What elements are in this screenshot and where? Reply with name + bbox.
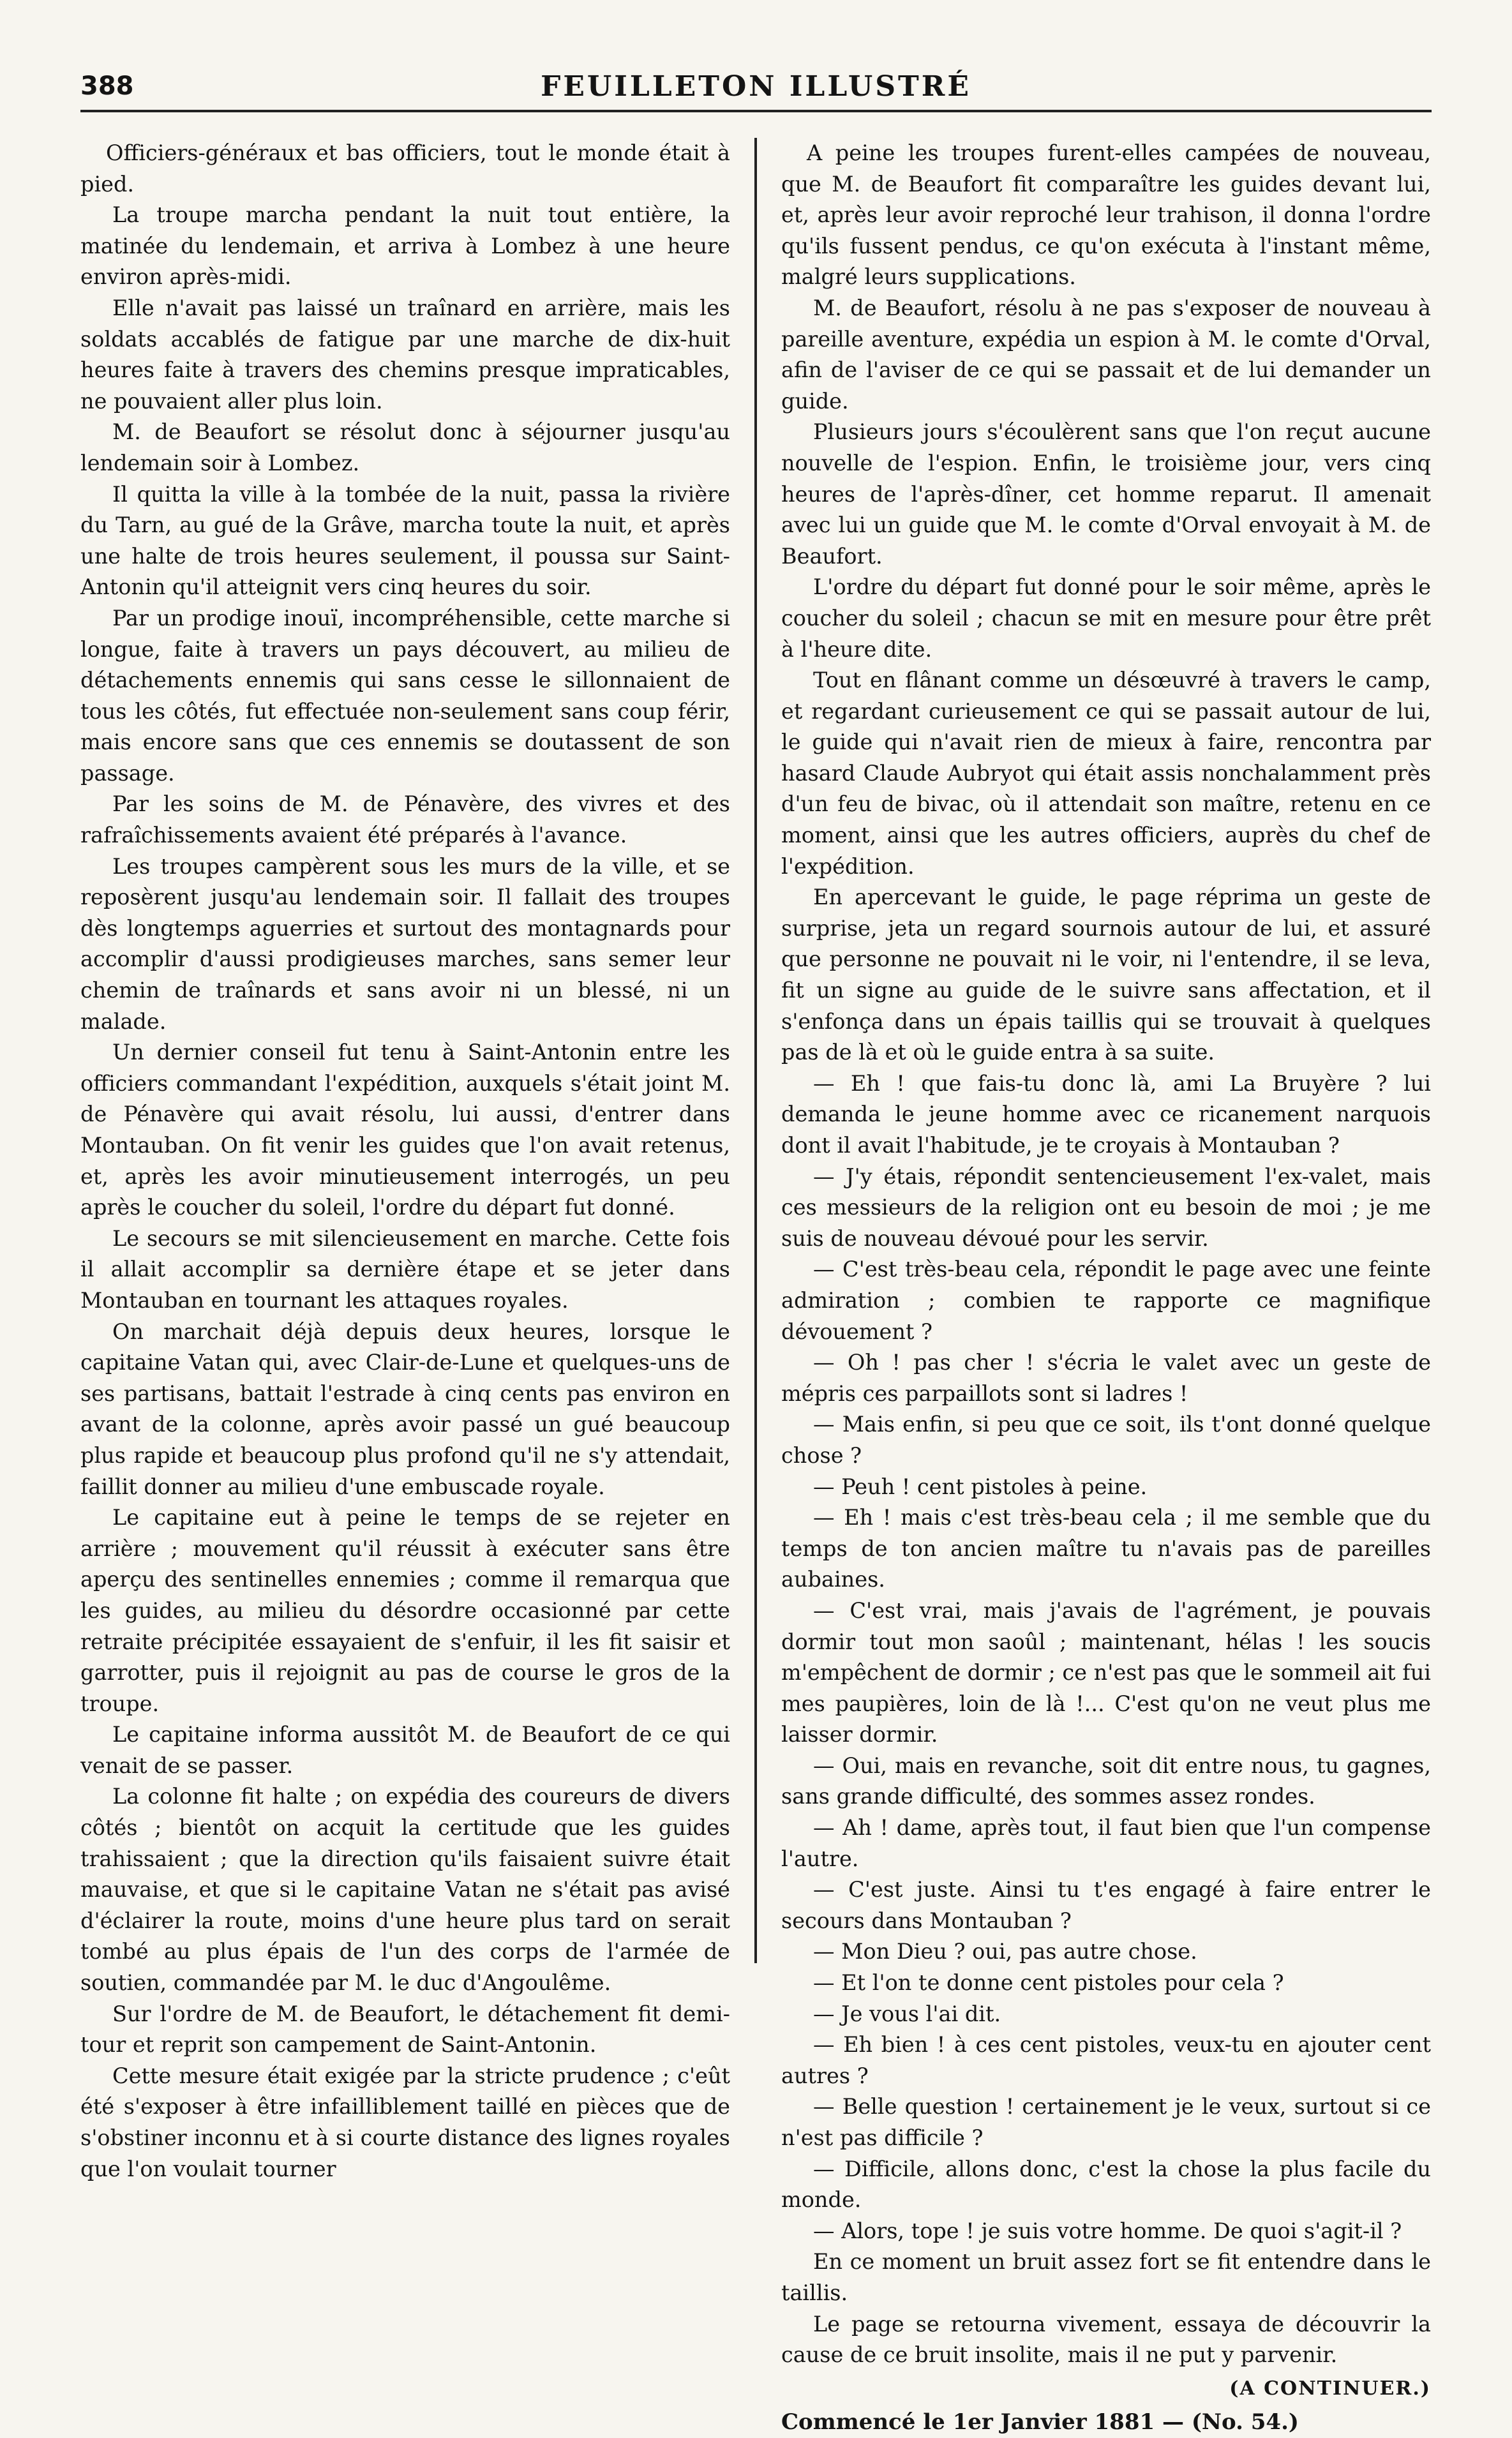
text-columns [80, 138, 1432, 2435]
paragraph: Sur l'ordre de M. de Beaufort, le détachement fit demi-tour et reprit son campement de Saint-Antonin. [80, 2001, 730, 2058]
paragraph: Le secours se mit silencieusement en marche. Cette fois il allait accomplir sa dernière étape et se jeter dans Montauban en tournant les attaques royales. [80, 1225, 730, 1313]
page-number: 388 [80, 71, 134, 101]
paragraph: Plusieurs jours s'écoulèrent sans que l'on reçut aucune nouvelle de l'espion. Enfin, le troisième jour, vers cinq heures de l'après-dîner, cet homme reparut. Il amenait avec lui un guide que M. le comte d'Orval envoyait à M. de Beaufort. [781, 419, 1431, 569]
serial-start-note: Commencé le 1er Janvier 1881 — (No. 54.) [781, 2409, 1299, 2435]
paragraph: — C'est juste. Ainsi tu t'es engagé à faire entrer le secours dans Montauban ? [781, 1877, 1431, 1933]
paragraph: Elle n'avait pas laissé un traînard en arrière, mais les soldats accablés de fatigue par une marche de dix-huit heures faite à travers des chemins presque impraticables, ne pouvaient aller plus loin. [80, 295, 730, 414]
paragraph: — Peuh ! cent pistoles à peine. [813, 1474, 1148, 1499]
running-title: FEUILLETON ILLUSTRÉ [541, 70, 971, 103]
paragraph: — Je vous l'ai dit. [813, 2001, 1001, 2026]
paragraph: — Difficile, allons donc, c'est la chose la plus facile du monde. [781, 2156, 1431, 2213]
paragraph: L'ordre du départ fut donné pour le soir même, après le coucher du soleil ; chacun se mit en mesure pour être prêt à l'heure dite. [781, 574, 1431, 662]
paragraph: — C'est très-beau cela, répondit le page avec une feinte admiration ; combien te rapporte ce magnifique dévouement ? [781, 1257, 1431, 1344]
paragraph: — Mais enfin, si peu que ce soit, ils t'ont donné quelque chose ? [781, 1412, 1431, 1468]
paragraph: — J'y étais, répondit sentencieusement l'ex-valet, mais ces messieurs de la religion ont eu besoin de moi ; je me suis de nouveau dévoué pour les servir. [781, 1163, 1431, 1251]
right-column [767, 138, 1431, 2435]
paragraph: — Belle question ! certainement je le veux, surtout si ce n'est pas difficile ? [781, 2094, 1431, 2150]
paragraph: — Ah ! dame, après tout, il faut bien que l'un compense l'autre. [781, 1815, 1431, 1871]
to-continue-note: (A CONTINUER.) [1229, 2377, 1431, 2400]
page-header [80, 59, 1432, 112]
paragraph: — Oui, mais en revanche, soit dit entre nous, tu gagnes, sans grande difficulté, des sommes assez rondes. [781, 1753, 1431, 1809]
paragraph: La troupe marcha pendant la nuit tout entière, la matinée du lendemain, et arriva à Lombez à une heure environ après-midi. [80, 202, 730, 290]
paragraph: — Et l'on te donne cent pistoles pour cela ? [813, 1970, 1284, 1996]
paragraph: Les troupes campèrent sous les murs de la ville, et se reposèrent jusqu'au lendemain soir. Il fallait des troupes dès longtemps aguerries et surtout des montagnards pour accomplir d'aussi prodigieuses marches, sans semer leur chemin de traînards et sans avoir ni un blessé, ni un malade. [80, 853, 730, 1034]
paragraph: M. de Beaufort se résolut donc à séjourner jusqu'au lendemain soir à Lombez. [80, 419, 730, 475]
paragraph: Il quitta la ville à la tombée de la nuit, passa la rivière du Tarn, au gué de la Grâve, marcha toute la nuit, et après une halte de trois heures seulement, il poussa sur Saint-Antonin qu'il atteignit vers cinq heures du soir. [80, 481, 730, 600]
paragraph: A peine les troupes furent-elles campées de nouveau, que M. de Beaufort fit comparaître les guides devant lui, et, après leur avoir reproché leur trahison, il donna l'ordre qu'ils fussent pendus, ce qu'on exécuta à l'instant même, malgré leurs supplications. [781, 140, 1431, 290]
paragraph: Cette mesure était exigée par la stricte prudence ; c'eût été s'exposer à être infailliblement taillé en pièces que de s'obstiner inconnu et à si courte distance des lignes royales que l'on voulait tourner [80, 2063, 730, 2181]
paragraph: — Eh ! que fais-tu donc là, ami La Bruyère ? lui demanda le jeune homme avec ce ricanement narquois dont il avait l'habitude, je te croyais à Montauban ? [781, 1070, 1431, 1158]
paragraph: Par un prodige inouï, incompréhensible, cette marche si longue, faite à travers un pays découvert, au milieu de détachements ennemis qui sans cesse le sillonnaient de tous les côtés, fut effectuée non-seulement sans coup férir, mais encore sans que ces ennemis se doutassent de son passage. [80, 605, 730, 786]
paragraph: Le page se retourna vivement, essaya de découvrir la cause de ce bruit insolite, mais il ne put y parvenir. [781, 2311, 1431, 2368]
paragraph: M. de Beaufort, résolu à ne pas s'exposer de nouveau à pareille aventure, expédia un espion à M. le comte d'Orval, afin de l'aviser de ce qui se passait et de lui demander un guide. [781, 295, 1431, 414]
column-rule [754, 138, 757, 1963]
paragraph: — Eh bien ! à ces cent pistoles, veux-tu en ajouter cent autres ? [781, 2032, 1431, 2088]
left-column [80, 138, 744, 2181]
paragraph: — Mon Dieu ? oui, pas autre chose. [813, 1939, 1197, 1964]
paragraph: — C'est vrai, mais j'avais de l'agrément, je pouvais dormir tout mon saoûl ; maintenant, hélas ! les soucis m'empêchent de dormir ; ce n'est pas que le sommeil ait fui mes paupières, loin de là !... C'est qu'on ne veut plus me laisser dormir. [781, 1597, 1431, 1747]
paragraph: Officiers-généraux et bas officiers, tout le monde était à pied. [80, 140, 730, 197]
paragraph: — Eh ! mais c'est très-beau cela ; il me semble que du temps de ton ancien maître tu n'avais pas de pareilles aubaines. [781, 1505, 1431, 1592]
paragraph: Le capitaine informa aussitôt M. de Beaufort de ce qui venait de se passer. [80, 1722, 730, 1778]
paragraph: — Oh ! pas cher ! s'écria le valet avec un geste de mépris ces parpaillots sont si ladres ! [781, 1350, 1431, 1406]
paragraph: Le capitaine eut à peine le temps de se rejeter en arrière ; mouvement qu'il réussit à exécuter sans être aperçu des sentinelles ennemies ; comme il remarqua que les guides, au milieu du désordre occasionné par cette retraite précipitée essayaient de s'enfuir, il les fit saisir et garrotter, puis il rejoignit au pas de course le gros de la troupe. [80, 1505, 730, 1716]
paragraph: — Alors, tope ! je suis votre homme. De quoi s'agit-il ? [813, 2218, 1402, 2243]
paragraph: Un dernier conseil fut tenu à Saint-Antonin entre les officiers commandant l'expédition, auxquels s'était joint M. de Pénavère qui avait résolu, lui aussi, d'entrer dans Montauban. On fit venir les guides que l'on avait retenus, et, après les avoir minutieusement interrogés, un peu après le coucher du soleil, l'ordre du départ fut donné. [80, 1040, 730, 1220]
paragraph: En ce moment un bruit assez fort se fit entendre dans le taillis. [781, 2249, 1431, 2305]
paragraph: Tout en flânant comme un désœuvré à travers le camp, et regardant curieusement ce qui se passait autour de lui, le guide qui n'avait rien de mieux à faire, rencontra par hasard Claude Aubryot qui était assis nonchalamment près d'un feu de bivac, où il attendait son maître, retenu en ce moment, ainsi que les autres officiers, auprès du chef de l'expédition. [781, 668, 1431, 879]
right-column-paragraphs [781, 138, 1431, 2371]
paragraph: On marchait déjà depuis deux heures, lorsque le capitaine Vatan qui, avec Clair-de-Lune et quelques-uns de ses partisans, battait l'estrade à cinq cents pas environ en avant de la colonne, après avoir passé un gué beaucoup plus rapide et beaucoup plus profond qu'il ne s'y attendait, faillit donner au milieu d'une embuscade royale. [80, 1319, 730, 1499]
paragraph: La colonne fit halte ; on expédia des coureurs de divers côtés ; bientôt on acquit la certitude que les guides trahissaient ; que la direction qu'ils faisaient suivre était mauvaise, et que si le capitaine Vatan ne s'était pas avisé d'éclairer la route, moins d'une heure plus tard on serait tombé au plus épais de l'un des corps de l'armée de soutien, commandée par M. le duc d'Angoulême. [80, 1784, 730, 1996]
paragraph: Par les soins de M. de Pénavère, des vivres et des rafraîchissements avaient été préparés à l'avance. [80, 791, 730, 848]
paragraph: En apercevant le guide, le page réprima un geste de surprise, jeta un regard sournois autour de lui, et assuré que personne ne pouvait ni le voir, ni l'entendre, il se leva, fit un signe au guide de le suivre sans affectation, et il s'enfonça dans un épais taillis qui se trouvait à quelques pas de là et où le guide entra à sa suite. [781, 885, 1431, 1065]
